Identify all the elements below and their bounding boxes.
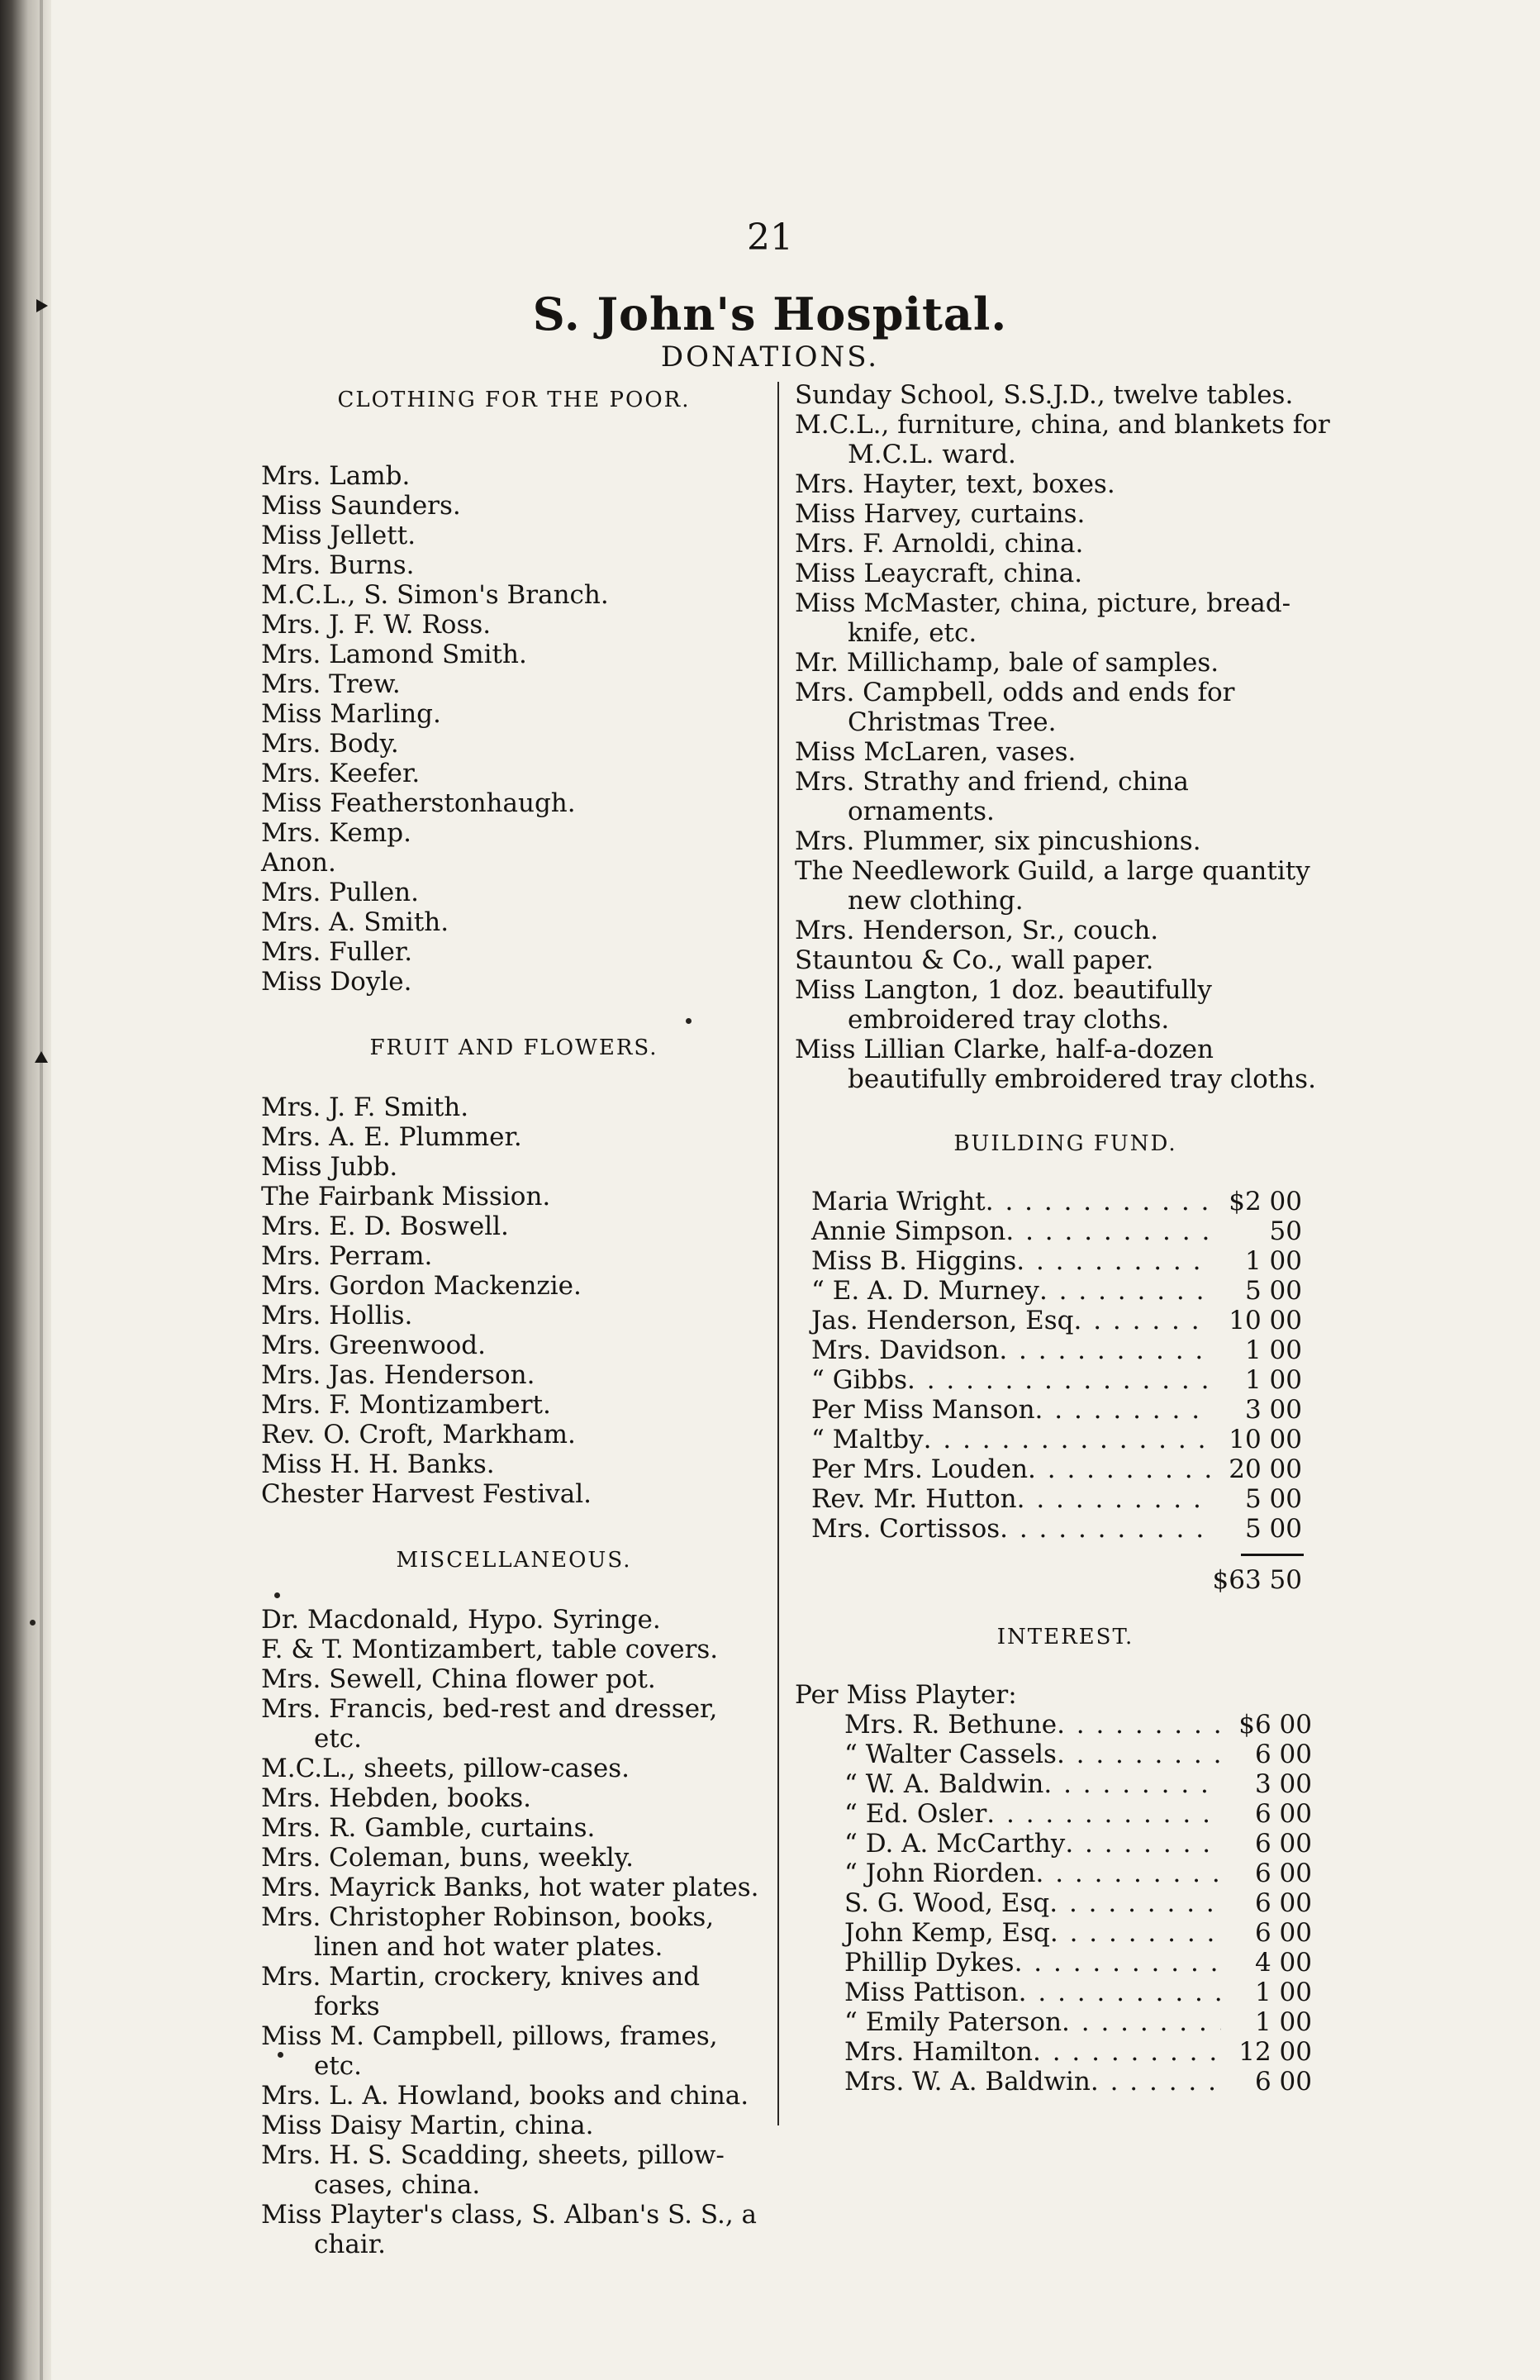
donation-entry: Miss Langton, 1 doz. beautifully embroidered tray cloths.: [795, 975, 1212, 1035]
clothing-donor: Mrs. J. F. W. Ross.: [261, 610, 492, 640]
dot-leader: [1017, 1484, 1211, 1514]
interest-row-amount: 6 00: [1254, 1859, 1312, 1888]
dot-leader: [1033, 2037, 1221, 2067]
building-fund-row-name: Annie Simpson: [811, 1216, 1006, 1246]
building-fund-row-amount: 50: [1269, 1216, 1302, 1246]
interest-row-amount: $6 00: [1238, 1710, 1312, 1740]
interest-row-name: “ W. A. Baldwin: [844, 1769, 1044, 1799]
fruit-donor: Chester Harvest Festival.: [261, 1479, 592, 1509]
building-fund-row-name: Per Mrs. Louden: [811, 1454, 1029, 1484]
building-fund-row-name: “ Gibbs: [811, 1365, 907, 1395]
interest-row-amount: 6 00: [1254, 2067, 1312, 2097]
misc-donation: Mrs. Martin, crockery, knives and forks: [261, 1962, 701, 2021]
clothing-donor: Mrs. Body.: [261, 729, 399, 759]
interest-row-name: John Kemp, Esq: [844, 1918, 1050, 1948]
building-fund-row-name: “ Maltby: [811, 1425, 924, 1454]
misc-donation: Mrs. Mayrick Banks, hot water plates.: [261, 1873, 759, 1902]
clothing-donor: Mrs. Keefer.: [261, 759, 421, 788]
interest-row: [811, 1799, 1312, 1829]
donation-entry: Stauntou & Co., wall paper.: [795, 945, 1154, 975]
dot-leader: [1074, 1306, 1211, 1335]
misc-donation: Mrs. H. S. Scadding, sheets, pillow-cases, china.: [261, 2140, 725, 2200]
building-fund-row: [811, 1395, 1302, 1425]
clothing-donor: Mrs. Trew.: [261, 669, 401, 699]
interest-row-amount: 1 00: [1254, 2007, 1312, 2037]
donation-entry: Miss Harvey, curtains.: [795, 499, 1086, 529]
building-fund-row-amount: 3 00: [1244, 1395, 1302, 1425]
fruit-donor: Mrs. F. Montizambert.: [261, 1390, 551, 1420]
dot-leader: [1043, 1769, 1221, 1799]
section-heading-interest: INTEREST.: [996, 1625, 1134, 1649]
misc-donation: Miss Playter's class, S. Alban's S. S., a chair.: [261, 2200, 758, 2259]
building-fund-row-name: Per Miss Manson: [811, 1395, 1035, 1425]
interest-row-name: S. G. Wood, Esq: [844, 1888, 1050, 1918]
interest-row-name: Miss Pattison: [844, 1978, 1019, 2007]
building-fund-row-amount: 1 00: [1244, 1365, 1302, 1395]
building-fund-row: [811, 1246, 1302, 1276]
interest-row-name: Phillip Dykes: [844, 1948, 1015, 1978]
interest-row-amount: 3 00: [1254, 1769, 1312, 1799]
building-fund-row-name: Mrs. Davidson: [811, 1335, 1000, 1365]
dot-leader: [1062, 2007, 1221, 2037]
fruit-donor: Miss Jubb.: [261, 1152, 398, 1182]
interest-row: [811, 1948, 1312, 1978]
dot-leader: [1091, 2067, 1221, 2097]
donation-entry: M.C.L., furniture, china, and blankets for M.C.L. ward.: [795, 410, 1330, 469]
building-fund-row-name: Miss B. Higgins: [811, 1246, 1017, 1276]
donation-entry: The Needlework Guild, a large quantity new clothing.: [795, 856, 1310, 916]
misc-donation: Miss Daisy Martin, china.: [261, 2111, 594, 2140]
dot-leader: [1035, 1395, 1211, 1425]
interest-row: [811, 1859, 1312, 1888]
building-fund-row-name: Jas. Henderson, Esq: [811, 1306, 1074, 1335]
fruit-donor: Mrs. A. E. Plummer.: [261, 1122, 522, 1152]
interest-row: [811, 2067, 1312, 2097]
clothing-donor: Miss Featherstonhaugh.: [261, 788, 576, 818]
building-fund-row-amount: 20 00: [1229, 1454, 1302, 1484]
interest-row-amount: 6 00: [1254, 1799, 1312, 1829]
interest-row-name: Mrs. Hamilton: [844, 2037, 1034, 2067]
interest-row: [811, 1918, 1312, 1948]
dot-leader: [986, 1799, 1221, 1829]
clothing-donor: Mrs. Lamond Smith.: [261, 640, 527, 669]
dot-leader: [1057, 1740, 1221, 1769]
interest-row-amount: 6 00: [1254, 1918, 1312, 1948]
donation-entry: Mr. Millichamp, bale of samples.: [795, 648, 1219, 678]
dot-leader: [1019, 1978, 1221, 2007]
dot-leader: [1057, 1710, 1221, 1740]
donation-entry: Mrs. Henderson, Sr., couch.: [795, 916, 1159, 945]
interest-row-name: “ D. A. McCarthy: [844, 1829, 1066, 1859]
donation-entry: Sunday School, S.S.J.D., twelve tables.: [795, 380, 1294, 410]
dot-leader: [999, 1335, 1211, 1365]
building-fund-row: [811, 1306, 1302, 1335]
page-subtitle: DONATIONS.: [660, 340, 880, 374]
donation-entry: Miss Leaycraft, china.: [795, 559, 1083, 588]
left-column: [261, 380, 767, 2259]
misc-donation: Dr. Macdonald, Hypo. Syringe.: [261, 1605, 661, 1635]
dot-leader: [924, 1425, 1211, 1454]
misc-donation: Mrs. Coleman, buns, weekly.: [261, 1843, 634, 1873]
interest-list: [811, 1710, 1312, 2097]
building-fund-row-amount: 10 00: [1229, 1306, 1302, 1335]
building-fund-row: [811, 1187, 1302, 1216]
building-fund-row-amount: $2 00: [1229, 1187, 1302, 1216]
fruit-donor: Mrs. Jas. Henderson.: [261, 1360, 535, 1390]
donation-entry: Mrs. Campbell, odds and ends for Christmas Tree.: [795, 678, 1235, 737]
building-fund-row: [811, 1514, 1302, 1544]
building-fund-total: $63 50: [1212, 1565, 1302, 1595]
fruit-donor: Rev. O. Croft, Markham.: [261, 1420, 576, 1449]
total-rule: [1241, 1554, 1304, 1556]
misc-donation: Mrs. Francis, bed-rest and dresser, etc.: [261, 1694, 718, 1754]
building-fund-row: [811, 1425, 1302, 1454]
misc-donation: Mrs. R. Gamble, curtains.: [261, 1813, 596, 1843]
clothing-donor: Mrs. Pullen.: [261, 878, 419, 907]
interest-row: [811, 2007, 1312, 2037]
building-fund-row: [811, 1484, 1302, 1514]
clothing-donor: Mrs. Lamb.: [261, 461, 411, 491]
misc-donation: Mrs. Sewell, China flower pot.: [261, 1664, 656, 1694]
misc-donation: F. & T. Montizambert, table covers.: [261, 1635, 719, 1664]
column-divider: [777, 382, 779, 2125]
misc-donation: Mrs. Christopher Robinson, books, linen and hot water plates.: [261, 1902, 715, 1962]
page-title: S. John's Hospital.: [532, 288, 1008, 340]
dot-leader: [986, 1187, 1211, 1216]
dot-leader: [1049, 1888, 1221, 1918]
building-fund-row-name: Rev. Mr. Hutton: [811, 1484, 1017, 1514]
building-fund-row-amount: 1 00: [1244, 1335, 1302, 1365]
section-heading-fruit: FRUIT AND FLOWERS.: [369, 1035, 658, 1060]
dot-leader: [907, 1365, 1211, 1395]
fruit-donor: Mrs. Hollis.: [261, 1301, 413, 1330]
building-fund-row: [811, 1216, 1302, 1246]
dot-leader: [1015, 1948, 1221, 1978]
section-heading-clothing: CLOTHING FOR THE POOR.: [337, 388, 691, 412]
donation-list: [795, 380, 1336, 1094]
interest-row: [811, 1710, 1312, 1740]
right-column: [795, 380, 1336, 2097]
building-fund-row-amount: 5 00: [1244, 1276, 1302, 1306]
donation-entry: Miss McMaster, china, picture, bread-knife, etc.: [795, 588, 1291, 648]
donation-entry: Miss Lillian Clarke, half-a-dozen beautifully embroidered tray cloths.: [795, 1035, 1316, 1094]
building-fund-row: [811, 1335, 1302, 1365]
building-fund-row-name: Maria Wright: [811, 1187, 986, 1216]
interest-row-amount: 6 00: [1254, 1888, 1312, 1918]
fruit-list: [261, 1092, 767, 1509]
clothing-donor: Miss Marling.: [261, 699, 441, 729]
fruit-donor: Mrs. E. D. Boswell.: [261, 1211, 509, 1241]
interest-row: [811, 1740, 1312, 1769]
clothing-donor: Mrs. Burns.: [261, 550, 415, 580]
building-fund-row-amount: 1 00: [1244, 1246, 1302, 1276]
clothing-donor: Anon.: [261, 848, 336, 878]
building-fund-row-name: Mrs. Cortissos: [811, 1514, 1001, 1544]
interest-row-name: Mrs. W. A. Baldwin: [844, 2067, 1091, 2097]
building-fund-row: [811, 1454, 1302, 1484]
building-fund-row-name: “ E. A. D. Murney: [811, 1276, 1039, 1306]
interest-row-name: “ Emily Paterson: [844, 2007, 1062, 2037]
clothing-donor: Miss Saunders.: [261, 491, 461, 521]
interest-row: [811, 1978, 1312, 2007]
section-heading-misc: MISCELLANEOUS.: [396, 1548, 632, 1573]
building-fund-row-amount: 5 00: [1244, 1484, 1302, 1514]
fruit-donor: The Fairbank Mission.: [261, 1182, 551, 1211]
building-fund-row: [811, 1276, 1302, 1306]
dot-leader: [1028, 1454, 1211, 1484]
clothing-donor: Mrs. A. Smith.: [261, 907, 449, 937]
interest-row: [811, 1888, 1312, 1918]
interest-row-amount: 6 00: [1254, 1740, 1312, 1769]
page-number: 21: [747, 217, 793, 259]
dot-leader: [1050, 1918, 1221, 1948]
interest-row-amount: 1 00: [1254, 1978, 1312, 2007]
interest-row-name: Mrs. R. Bethune: [844, 1710, 1058, 1740]
donation-entry: Mrs. Plummer, six pincushions.: [795, 826, 1201, 856]
dot-leader: [1000, 1514, 1211, 1544]
dot-leader: [1039, 1276, 1211, 1306]
misc-donation: Miss M. Campbell, pillows, frames, etc.: [261, 2021, 718, 2081]
clothing-donor: Mrs. Kemp.: [261, 818, 411, 848]
interest-row-name: “ Walter Cassels: [844, 1740, 1057, 1769]
fruit-donor: Mrs. Perram.: [261, 1241, 433, 1271]
building-fund-row-amount: 10 00: [1229, 1425, 1302, 1454]
fruit-donor: Mrs. Gordon Mackenzie.: [261, 1271, 582, 1301]
interest-row-amount: 6 00: [1254, 1829, 1312, 1859]
clothing-donor: Miss Jellett.: [261, 521, 416, 550]
section-heading-building-fund: BUILDING FUND.: [953, 1131, 1177, 1156]
donation-entry: Mrs. Hayter, text, boxes.: [795, 469, 1115, 499]
misc-list: [261, 1605, 767, 2259]
clothing-donor: Mrs. Fuller.: [261, 937, 413, 967]
clothing-list: [261, 461, 767, 997]
interest-row-amount: 12 00: [1238, 2037, 1312, 2067]
dot-leader: [1005, 1216, 1211, 1246]
fruit-donor: Mrs. Greenwood.: [261, 1330, 486, 1360]
donation-entry: Miss McLaren, vases.: [795, 737, 1077, 767]
interest-row: [811, 1829, 1312, 1859]
fruit-donor: Miss H. H. Banks.: [261, 1449, 495, 1479]
interest-intro: Per Miss Playter:: [795, 1680, 1017, 1710]
donation-entry: Mrs. Strathy and friend, china ornaments.: [795, 767, 1189, 826]
interest-row: [811, 1769, 1312, 1799]
misc-donation: M.C.L., sheets, pillow-cases.: [261, 1754, 630, 1783]
fruit-donor: Mrs. J. F. Smith.: [261, 1092, 469, 1122]
clothing-donor: Miss Doyle.: [261, 967, 412, 997]
interest-row-amount: 4 00: [1254, 1948, 1312, 1978]
dot-leader: [1065, 1829, 1221, 1859]
clothing-donor: M.C.L., S. Simon's Branch.: [261, 580, 609, 610]
interest-row-name: “ John Riorden: [844, 1859, 1036, 1888]
building-fund-list: [811, 1187, 1302, 1544]
misc-donation: Mrs. Hebden, books.: [261, 1783, 531, 1813]
dot-leader: [1035, 1859, 1221, 1888]
building-fund-row-amount: 5 00: [1244, 1514, 1302, 1544]
donation-entry: Mrs. F. Arnoldi, china.: [795, 529, 1084, 559]
misc-donation: Mrs. L. A. Howland, books and china.: [261, 2081, 749, 2111]
building-fund-row: [811, 1365, 1302, 1395]
interest-row: [811, 2037, 1312, 2067]
interest-row-name: “ Ed. Osler: [844, 1799, 987, 1829]
dot-leader: [1016, 1246, 1211, 1276]
